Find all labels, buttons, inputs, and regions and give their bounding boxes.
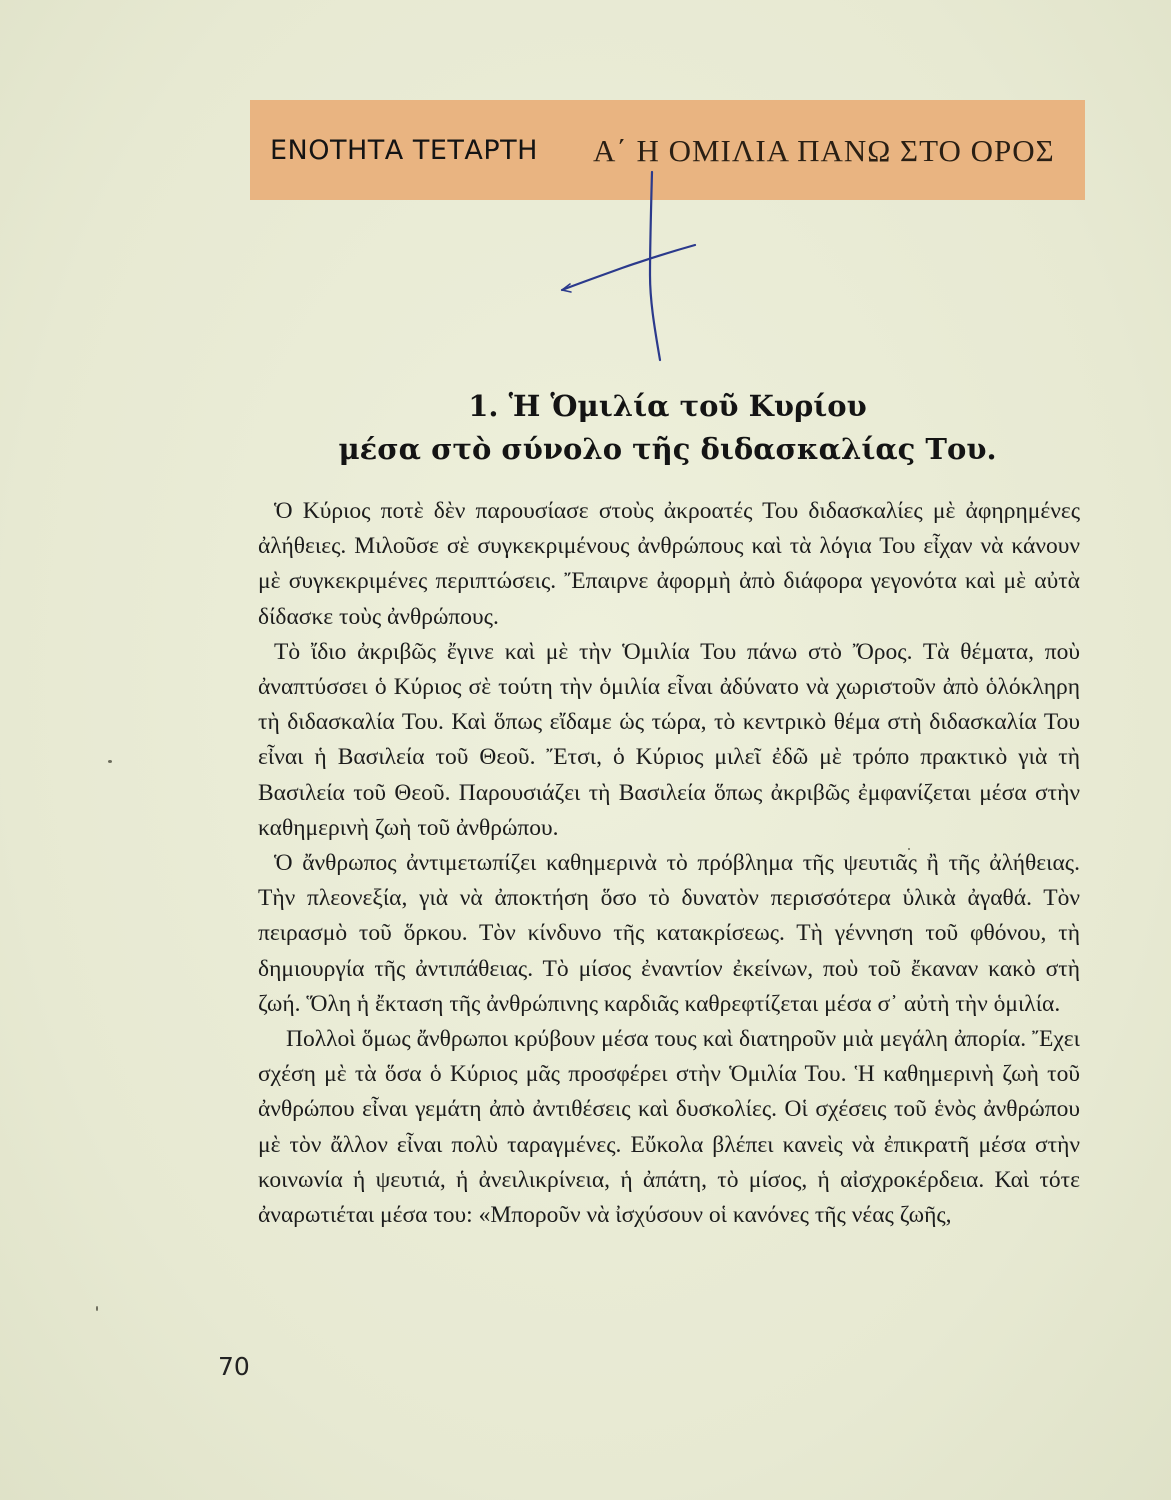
paragraph-3: Ὁ ἄνθρωπος ἀντιμετωπίζει καθημερινὰ τὸ πρόβλημα τῆς ψευτιᾶς ἢ τῆς ἀλήθειας. Τὴν πλεονεξία, γιὰ νὰ ἀποκτήση ὅσο τὸ δυνατὸν περισσότερα ὑλικὰ ἀγαθά. Τὸν πειρασμὸ τοῦ ὅρκου. Τὸν κίνδυνο τῆς κατακρίσεως. Τὴ γέννηση τοῦ φθόνου, τὴ δημιουργία τῆς ἀντιπάθειας. Τὸ μίσος ἐναντίον ἐκείνων, ποὺ τοῦ ἔκαναν κακὸ στὴ ζωή. Ὅλη ἡ ἔκταση τῆς ἀνθρώπινης καρδιᾶς καθρεφτίζεται μέσα σ᾽ αὐτὴ τὴν ὁμιλία. (258, 850, 1080, 1017)
chapter-heading-line-2: μέσα στὸ σύνολο τῆς διδασκαλίας Του. (338, 432, 997, 466)
paper-speck (908, 848, 910, 850)
paper-speck (96, 1306, 98, 1311)
chapter-heading (250, 385, 1085, 471)
paragraph-2: Τὸ ἴδιο ἀκριβῶς ἔγινε καὶ μὲ τὴν Ὁμιλία Του πάνω στὸ Ὄρος. Τὰ θέματα, ποὺ ἀναπτύσσει ὁ Κύριος σὲ τούτη τὴν ὁμιλία εἶναι ἀδύνατο νὰ χωριστοῦν ἀπὸ ὁλόκληρη τὴ διδασκαλία Του. Καὶ ὅπως εἴδαμε ὡς τώρα, τὸ κεντρικὸ θέμα στὴ διδασκαλία Του εἶναι ἡ Βασιλεία τοῦ Θεοῦ. Ἔτσι, ὁ Κύριος μιλεῖ ἐδῶ μὲ τρόπο πρακτικὸ γιὰ τὴ Βασιλεία τοῦ Θεοῦ. Παρουσιάζει τὴ Βασιλεία ὅπως ἀκριβῶς ἐμφανίζεται μέσα στὴν καθημερινὴ ζωὴ τοῦ ἀνθρώπου. (258, 638, 1080, 841)
body-text (258, 494, 1080, 1233)
paragraph-4: Πολλοὶ ὅμως ἄνθρωποι κρύβουν μέσα τους καὶ διατηροῦν μιὰ μεγάλη ἀπορία. Ἔχει σχέση μὲ τὰ ὅσα ὁ Κύριος μᾶς προσφέρει στὴν Ὁμιλία Του. Ἡ καθημερινὴ ζωὴ τοῦ ἀνθρώπου εἶναι γεμάτη ἀπὸ ἀντιθέσεις καὶ δυσκολίες. Οἱ σχέσεις τοῦ ἑνὸς ἀνθρώπου μὲ τὸν ἄλλον εἶναι πολὺ ταραγμένες. Εὔκολα βλέπει κανεὶς νὰ ἐπικρατῆ μέσα στὴν κοινωνία ἡ ψευτιά, ἡ ἀνειλικρίνεια, ἡ ἀπάτη, τὸ μίσος, ἡ αἰσχροκέρδεια. Καὶ τότε ἀναρωτιέται μέσα του: «Μποροῦν νὰ ἰσχύσουν οἱ κανόνες τῆς νέας ζωῆς, (258, 1026, 1080, 1229)
paragraph-1: Ὁ Κύριος ποτὲ δὲν παρουσίασε στοὺς ἀκροατές Του διδασκαλίες μὲ ἀφηρημένες ἀλήθειες. Μιλοῦσε σὲ συγκεκριμένους ἀνθρώπους καὶ τὰ λόγια Του εἶχαν νὰ κάνουν μὲ συγκεκριμένες περιπτώσεις. Ἔπαιρνε ἀφορμὴ ἀπὸ διάφορα γεγονότα καὶ μὲ αὐτὰ δίδασκε τοὺς ἀνθρώπους. (258, 498, 1080, 630)
chapter-heading-line-1: 1. Ἡ Ὁμιλία τοῦ Κυρίου (468, 389, 867, 423)
cross-mark-icon (540, 150, 760, 390)
section-label: ΕΝΟΤΗΤΑ ΤΕΤΑΡΤΗ (270, 135, 538, 166)
paper-speck (108, 760, 112, 763)
unit-title: Α΄ Η ΟΜΙΛΙΑ ΠΑΝΩ ΣΤΟ ΟΡΟΣ (593, 133, 1055, 168)
page-number: 70 (218, 1352, 250, 1381)
